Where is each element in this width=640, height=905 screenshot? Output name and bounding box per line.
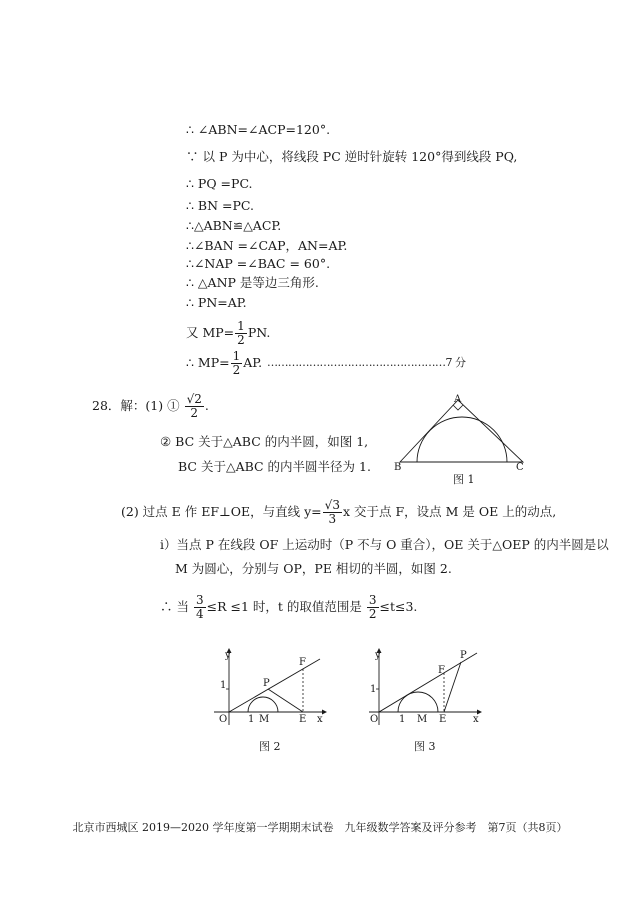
- label-p: P: [263, 678, 270, 689]
- half-circle: [398, 692, 438, 712]
- proof-line-11-pre: ∴ MP=: [186, 355, 230, 370]
- figure-2-caption: 图 2: [259, 740, 281, 753]
- label-y: y: [375, 650, 381, 661]
- frac-den: 2: [237, 333, 245, 347]
- label-y: y: [225, 650, 231, 661]
- figure-2: [210, 645, 330, 730]
- label-o: O: [219, 714, 228, 725]
- q28-i-line2: M 为圆心，分别与 OP，PE 相切的半圆，如图 2.: [175, 561, 452, 576]
- segment-pe: [444, 662, 461, 712]
- frac-num: 3: [195, 593, 204, 607]
- proof-line-10: [186, 318, 270, 348]
- frac-den: 2: [190, 406, 199, 420]
- proof-line-5: ∴△ABN≌△ACP.: [186, 218, 282, 233]
- line-of: [229, 659, 320, 712]
- q28-i-line1: i）当点 P 在线段 OF 上运动时（P 不与 O 重合），OE 关于△OEP 的内半圆是以: [160, 537, 609, 552]
- label-f: F: [299, 657, 306, 668]
- part2-post: x 交于点 F，设点 M 是 OE 上的动点,: [342, 504, 557, 519]
- q28-range: [160, 590, 417, 624]
- label-m: M: [259, 714, 270, 725]
- q28-part1: [92, 388, 209, 424]
- proof-line-1: ∴ ∠ABN=∠ACP=120°.: [186, 122, 331, 137]
- three-quarters: [194, 594, 206, 621]
- half-fraction-1: [235, 320, 247, 347]
- frac-num: 1: [237, 319, 245, 333]
- proof-line-7: ∴∠NAP =∠BAC = 60°.: [186, 256, 331, 271]
- label-x1: 1: [399, 714, 406, 725]
- frac-num: 3: [368, 593, 377, 607]
- proof-line-9: ∴ PN=AP.: [186, 295, 247, 310]
- sqrt3-over-3: [323, 499, 342, 526]
- frac-den: 4: [195, 607, 204, 621]
- page-footer: 北京市西城区 2019—2020 学年度第一学期期末试卷 九年级数学答案及评分参考 第7页（共8页）: [72, 821, 568, 834]
- label-e: E: [299, 714, 307, 725]
- proof-line-3: ∴ PQ =PC.: [186, 176, 253, 191]
- label-y1: 1: [370, 684, 377, 695]
- proof-line-2: ∵ 以 P 为中心，将线段 PC 逆时针旋转 120°得到线段 PQ,: [186, 149, 518, 164]
- proof-line-10-post: PN.: [247, 325, 271, 340]
- three-halves: [367, 594, 379, 621]
- q28-head: 28．解：(1) ①: [92, 398, 180, 413]
- proof-line-11: [186, 348, 262, 378]
- inner-semicircle: [417, 417, 507, 462]
- q28-period: .: [204, 398, 209, 413]
- label-a: A: [454, 394, 462, 405]
- score-dots: ……………………………………………7 分: [267, 356, 466, 369]
- frac-den: 3: [328, 512, 337, 526]
- proof-line-8: ∴ △ANP 是等边三角形.: [186, 275, 319, 290]
- range-post: ≤t≤3.: [379, 599, 418, 614]
- range-pre: ∴ 当: [160, 599, 189, 614]
- frac-den: 2: [232, 363, 241, 377]
- q28-p2b: BC 关于△ABC 的内半圆半径为 1.: [178, 459, 371, 474]
- label-x1: 1: [248, 714, 255, 725]
- label-m: M: [417, 714, 428, 725]
- frac-num: √3: [324, 498, 340, 512]
- frac-num: 1: [232, 349, 241, 363]
- proof-line-11-post: AP.: [243, 355, 263, 370]
- proof-line-4: ∴ BN =PC.: [186, 198, 254, 213]
- right-angle-mark: [453, 405, 463, 410]
- proof-line-6: ∴∠BAN =∠CAP，AN=AP.: [186, 238, 348, 253]
- label-e: E: [439, 714, 447, 725]
- label-b: B: [394, 462, 402, 473]
- figure-3: [365, 645, 490, 730]
- sqrt2-over-2: [185, 393, 204, 420]
- proof-line-10-pre: 又 MP=: [186, 325, 235, 340]
- part2-pre: (2) 过点 E 作 EF⊥OE，与直线 y=: [121, 504, 322, 519]
- range-mid: ≤R ≤1 时，t 的取值范围是: [206, 599, 362, 614]
- label-x: x: [317, 714, 323, 725]
- frac-den: 2: [368, 607, 377, 621]
- figure-1-caption: 图 1: [453, 473, 475, 486]
- label-x: x: [473, 714, 479, 725]
- label-c: C: [516, 462, 524, 473]
- line-of: [379, 653, 477, 712]
- half-fraction-2: [231, 350, 243, 377]
- q28-p2a: ② BC 关于△ABC 的内半圆，如图 1,: [160, 434, 369, 449]
- label-p: P: [460, 650, 467, 661]
- figure-3-caption: 图 3: [414, 740, 436, 753]
- frac-num: √2: [186, 392, 202, 406]
- half-circle: [248, 697, 278, 712]
- q28-part2: [121, 493, 556, 531]
- label-f: F: [438, 665, 445, 676]
- label-o: O: [370, 714, 379, 725]
- x-axis-arrow: [322, 710, 327, 715]
- figure-1: [392, 392, 532, 482]
- label-y1: 1: [220, 680, 227, 691]
- triangle-abc: [400, 400, 523, 462]
